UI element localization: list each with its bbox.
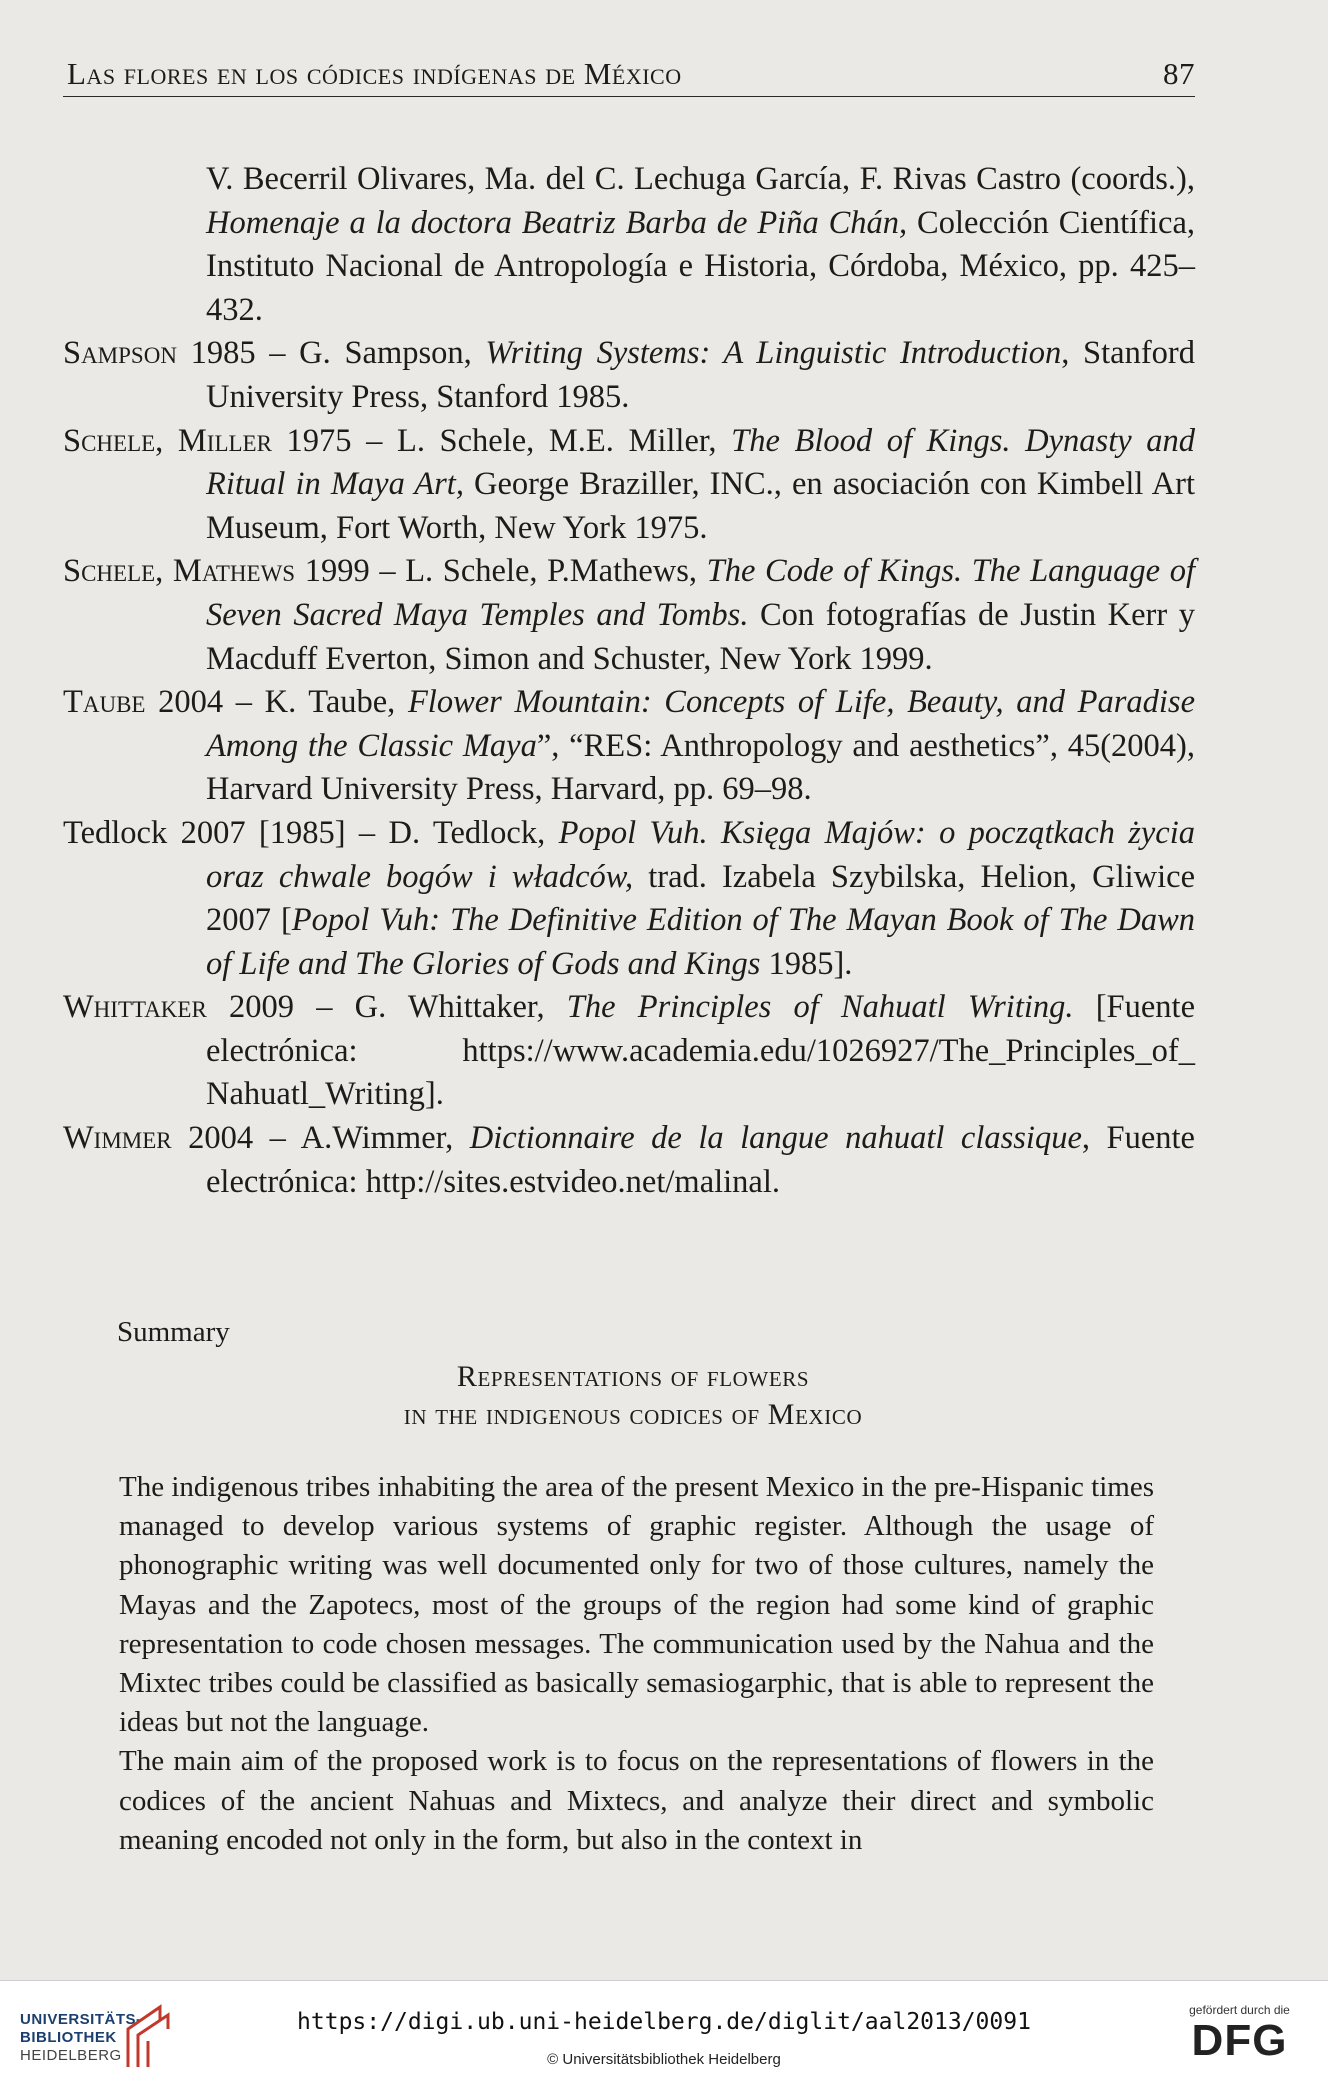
reference-entry <box>63 812 1195 986</box>
library-name-line: UNIVERSITÄTS- <box>20 2011 142 2028</box>
reference-text: , Stanford University Press, Stanford 1985. <box>206 335 1195 415</box>
reference-entry <box>63 420 1195 551</box>
reference-key: Taube <box>63 684 146 721</box>
funder-note: gefördert durch die <box>1189 2003 1290 2017</box>
reference-entry <box>63 986 1195 1117</box>
reference-title: Popol Vuh. Księga Majów: o początkach życia oraz chwale bogów i władców, <box>206 814 1195 895</box>
copyright-notice: © Universitätsbibliothek Heidelberg <box>547 2051 781 2068</box>
reference-key: Schele, Miller <box>63 422 272 459</box>
reference-text: 2009 – G. Whittaker, <box>206 989 567 1026</box>
reference-text: 2004 – A.Wimmer, <box>171 1120 470 1157</box>
reference-entry <box>63 1117 1195 1204</box>
reference-text: Tedlock 2007 [1985] – D. Tedlock, <box>63 814 559 851</box>
permalink[interactable]: https://digi.ub.uni-heidelberg.de/diglit/aal2013/0091 <box>297 2009 1031 2035</box>
reference-title: Dictionnaire de la langue nahuatl classique <box>469 1120 1082 1157</box>
funder-wordmark: DFG <box>1191 2016 1288 2065</box>
reference-text: 2004 – K. Taube, <box>145 684 408 721</box>
reference-text: [Fuente electrónica: https://www.academia.edu/1026927/The_Principles_of_ Nahuatl_Writing]. <box>206 989 1195 1113</box>
library-name-line: BIBLIOTHEK <box>20 2029 117 2046</box>
reference-title: Writing Systems: A Linguistic Introduction <box>485 335 1062 372</box>
reference-entry <box>63 550 1195 681</box>
summary-title-line-2: in the indigenous codices of Mexico <box>403 1398 863 1431</box>
page-number: 87 <box>1163 56 1195 91</box>
summary-title-line-1: Representations of flowers <box>456 1360 810 1393</box>
reference-entry <box>63 158 1195 332</box>
reference-text: 1985 – G. Sampson, <box>176 335 486 372</box>
reference-title: The Principles of Nahuatl Writing. <box>566 989 1074 1026</box>
reference-key: Wimmer <box>63 1120 172 1157</box>
reference-title: The Blood of Kings. Dynasty and Ritual in Maya Art, <box>206 422 1195 503</box>
reference-text: trad. Izabela Szybilska, Helion, Gliwice 2007 [ <box>206 858 1196 939</box>
funder-logo[interactable] <box>1177 2003 1302 2065</box>
reference-text: Colección Científica, Instituto Nacional de Antropología e Historia, Córdoba, México, pp. 425–432. <box>206 204 1195 328</box>
reference-title: Popol Vuh: The Definitive Edition of The Mayan Book of The Dawn of Life and The Glories of Gods and Kings <box>206 902 1195 982</box>
summary-label: Summary <box>117 1316 230 1348</box>
reference-entry <box>63 332 1195 419</box>
reference-key: Sampson <box>63 335 177 372</box>
reference-text: , Fuente electrónica: http://sites.estvideo.net/malinal. <box>206 1120 1195 1200</box>
running-head <box>63 56 1195 97</box>
library-name-line: HEIDELBERG <box>20 2047 122 2064</box>
reference-text: George Braziller, INC., en asociación con Kimbell Art Museum, Fort Worth, New York 1975. <box>206 466 1195 546</box>
reference-title: Flower Mountain: Concepts of Life, Beauty, and Paradise Among the Classic Maya <box>206 684 1196 764</box>
reference-text: ”, “RES: Anthropology and aesthetics”, 45(2004), Harvard University Press, Harvard, pp. 69–98. <box>206 727 1196 808</box>
reference-key: Schele, Mathews <box>63 553 296 590</box>
reference-text: 1999 – L. Schele, P.Mathews, <box>295 553 707 590</box>
reference-text: V. Becerril Olivares, Ma. del C. Lechuga García, F. Rivas Castro (coords.), <box>206 161 1195 197</box>
summary-title <box>0 1358 1266 1434</box>
reference-entry <box>63 681 1195 812</box>
viewer-footer <box>0 1980 1328 2090</box>
reference-title: The Code of Kings. The Language of Seven Sacred Maya Temples and Tombs. <box>206 553 1195 633</box>
reference-text: 1975 – L. Schele, M.E. Miller, <box>271 422 732 459</box>
reference-title: Homenaje a la doctora Beatriz Barba de Piña Chán, <box>206 204 908 241</box>
running-title: Las flores en los códices indígenas de México <box>67 56 682 91</box>
summary-paragraph: The indigenous tribes inhabiting the area of the present Mexico in the pre-Hispanic times managed to develop various systems of graphic register. Although the usage of phonographic writing was well documented only for two of those cultures, namely the Mayas and the Zapotecs, most of the groups of the region had some kind of graphic representation to code chosen messages. The communication used by the Nahua and the Mixtec tribes could be classified as basically semasiogarphic, that is able to represent the ideas but not the language. <box>119 1471 1154 1739</box>
summary-body <box>119 1468 1154 1860</box>
reference-text: Con fotografías de Justin Kerr y Macduff Everton, Simon and Schuster, New York 1999. <box>206 596 1195 677</box>
bibliography <box>63 158 1195 1204</box>
summary-paragraph: The main aim of the proposed work is to focus on the representations of flowers in the codices of the ancient Nahuas and Mixtecs, and analyze their direct and symbolic meaning encoded not only in the form, but also in the context in <box>119 1745 1154 1856</box>
reference-text: 1985]. <box>760 945 853 982</box>
reference-key: Whittaker <box>63 989 207 1026</box>
